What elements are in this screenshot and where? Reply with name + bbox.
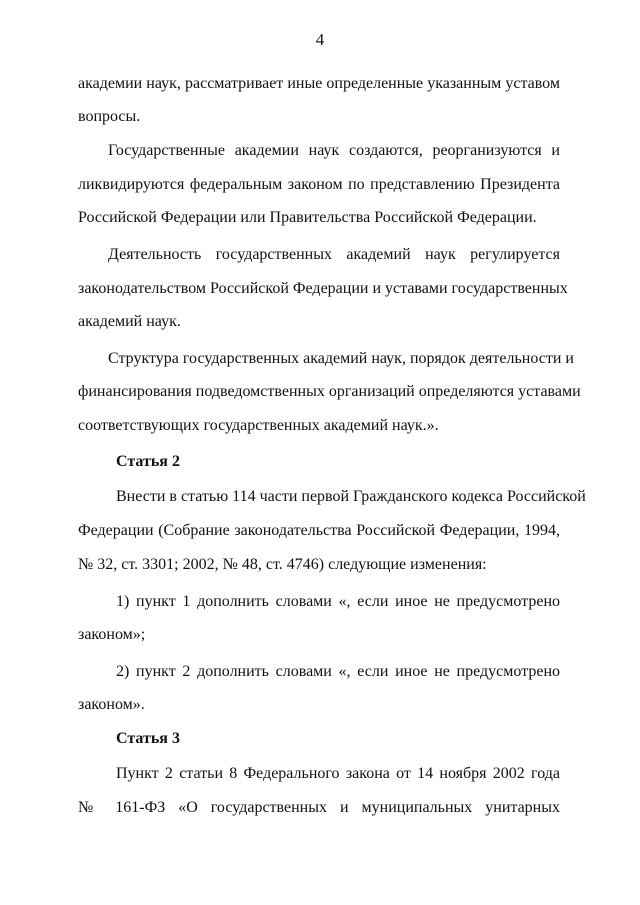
paragraph-line: Федерации (Собрание законодательства Российской Федерации, 1994, [78,522,560,539]
list-item-line: 1) пункт 1 дополнить словами «, если иное не предусмотрено [116,593,560,610]
paragraph-line: академий наук. [78,313,181,330]
page-number: 4 [315,30,325,49]
article-heading: Статья 3 [116,730,180,747]
paragraph-line: соответствующих государственных академий наук.». [78,417,439,434]
list-item-line: законом»; [78,626,146,643]
article-heading: Статья 2 [116,453,180,470]
paragraph-line: Деятельность государственных академий наук регулируется [108,246,560,263]
paragraph-line: Структура государственных академий наук, порядок деятельности и [108,350,574,367]
list-item-line: 2) пункт 2 дополнить словами «, если иное не предусмотрено [116,663,560,680]
paragraph-line: законодательством Российской Федерации и уставами государственных [78,280,568,297]
paragraph-line: Государственные академии наук создаются, реорганизуются и [108,142,560,159]
paragraph-line: Пункт 2 статьи 8 Федерального закона от 14 ноября 2002 года [116,765,560,782]
paragraph-line: № 161-ФЗ «О государственных и муниципальных унитарных [78,799,560,816]
paragraph-line: Внести в статью 114 части первой Гражданского кодекса Российской [116,488,586,505]
paragraph-line: ликвидируются федеральным законом по представлению Президента [78,176,560,193]
paragraph-line: финансирования подведомственных организаций определяются уставами [78,383,581,400]
paragraph-line: академии наук, рассматривает иные определенные указанным уставом [78,75,560,92]
list-item-line: законом». [78,696,145,713]
paragraph-line: Российской Федерации или Правительства Российской Федерации. [78,209,537,226]
paragraph-line: № 32, ст. 3301; 2002, № 48, ст. 4746) следующие изменения: [78,556,487,573]
paragraph-line: вопросы. [78,108,141,125]
